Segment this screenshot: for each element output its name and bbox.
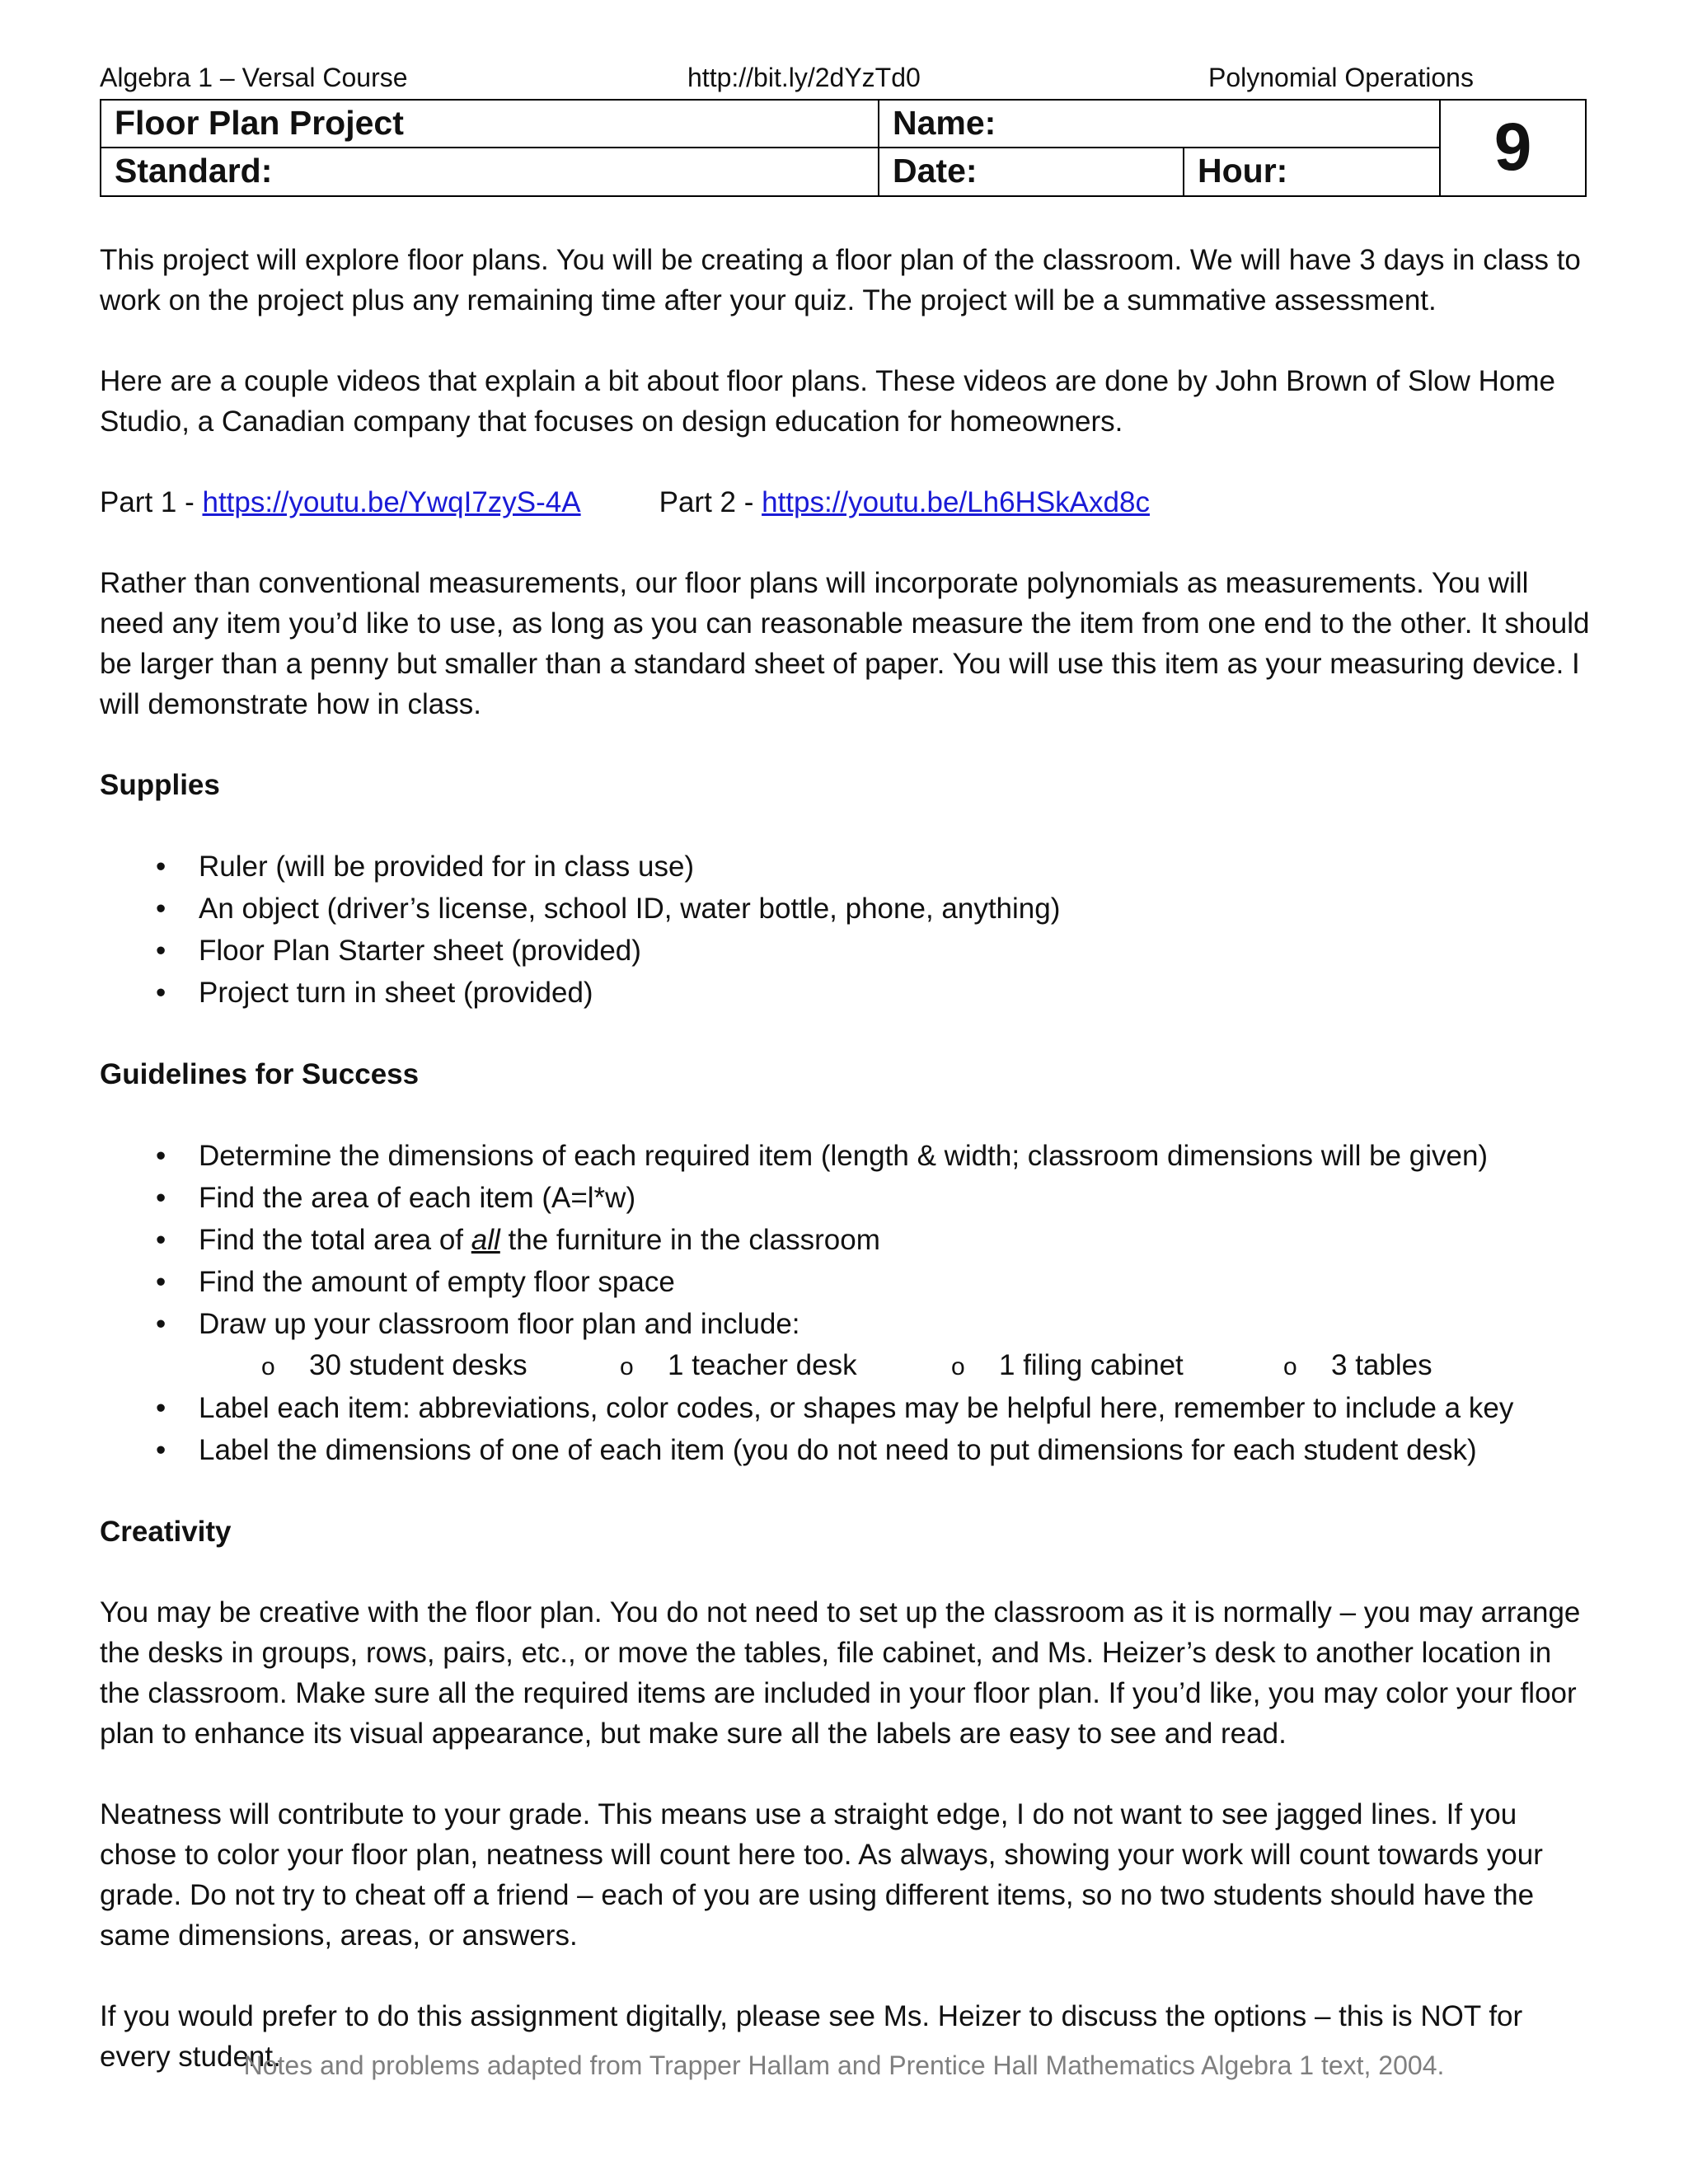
list-item: • Label the dimensions of one of each item (you do not need to put dimensions for each student desk) <box>100 1429 1592 1471</box>
name-label: Name: <box>893 104 996 142</box>
footer-note: Notes and problems adapted from Trapper Hallam and Prentice Hall Mathematics Algebra 1 text, 2004. <box>243 2050 1445 2080</box>
list-item-text: Find the total area of <box>199 1224 471 1256</box>
course-url: http://bit.ly/2dYzTd0 <box>687 63 921 92</box>
running-header <box>100 61 1585 94</box>
supplies-list <box>100 846 1592 1014</box>
date-label: Date: <box>893 152 978 190</box>
list-item: • Ruler (will be provided for in class use) <box>100 846 1592 888</box>
unit-name: Polynomial Operations <box>1208 63 1474 92</box>
circle-bullet-icon: o <box>261 1353 275 1380</box>
standard-label: Standard: <box>115 152 273 190</box>
creativity-paragraph: You may be creative with the floor plan. You do not need to set up the classroom as it is normally – you may arrange the desks in groups, rows, pairs, etc., or move the tables, file cabinet, and Ms. Heizer’s desk to another location in the classroom. Make sure all the required items are included in your floor plan. If you’d like, you may color your floor plan to enhance its visual appearance, but make sure all the labels are easy to see and read. <box>100 1596 1581 1750</box>
lesson-number-cell <box>1439 101 1585 195</box>
measurement-paragraph: Rather than conventional measurements, our floor plans will incorporate polynomials as measurements. You will need any item you’d like to use, as long as you can reasonable measure the item from one end to the other. It should be larger than a penny but smaller than a standard sheet of paper. You will use this item as your measuring device. I will demonstrate how in class. <box>100 567 1590 720</box>
sub-list-item: o 3 tables <box>1283 1345 1432 1387</box>
intro-paragraph: This project will explore floor plans. You will be creating a floor plan of the classroom. We will have 3 days in class to work on the project plus any remaining time after your quiz. The project will be a summative assessment. <box>100 244 1581 316</box>
circle-bullet-icon: o <box>1283 1353 1297 1380</box>
video-links <box>100 482 1592 523</box>
list-item: • Project turn in sheet (provided) <box>100 972 1592 1014</box>
list-item: • Determine the dimensions of each required item (length & width; classroom dimensions will be given) <box>100 1135 1592 1177</box>
course-name: Algebra 1 – Versal Course <box>100 63 408 92</box>
hour-field[interactable] <box>1184 148 1439 195</box>
body-text <box>100 240 1592 2117</box>
hour-label: Hour: <box>1198 152 1288 190</box>
creativity-heading: Creativity <box>100 1516 232 1548</box>
sub-list-item: o 1 filing cabinet <box>951 1345 1184 1387</box>
neatness-paragraph: Neatness will contribute to your grade. This means use a straight edge, I do not want to see jagged lines. If you chose to color your floor plan, neatness will count here too. As always, showing your work will count towards your grade. Do not try to cheat off a friend – each of you are using different items, so no two students should have the same dimensions, areas, or answers. <box>100 1798 1543 1952</box>
list-item: • An object (driver’s license, school ID, water bottle, phone, anything) <box>100 888 1592 930</box>
part1-link[interactable]: https://youtu.be/YwqI7zyS-4A <box>202 486 581 518</box>
list-item <box>100 1219 1592 1261</box>
list-item-text: the furniture in the classroom <box>499 1224 880 1256</box>
videos-paragraph: Here are a couple videos that explain a bit about floor plans. These videos are done by John Brown of Slow Home Studio, a Canadian company that focuses on design education for homeowners. <box>100 365 1555 438</box>
part1-label: Part 1 - <box>100 486 203 518</box>
part2-link[interactable]: https://youtu.be/Lh6HSkAxd8c <box>762 486 1150 518</box>
lesson-number: 9 <box>1493 110 1532 185</box>
guidelines-heading: Guidelines for Success <box>100 1058 420 1090</box>
digital-option-paragraph: If you would prefer to do this assignment digitally, please see Ms. Heizer to discuss the options – this is NOT for every student. <box>100 2000 1523 2073</box>
standard-cell[interactable] <box>101 148 879 195</box>
project-title: Floor Plan Project <box>115 104 404 142</box>
name-field[interactable] <box>879 101 1439 148</box>
list-item: • Find the area of each item (A=l*w) <box>100 1177 1592 1219</box>
circle-bullet-icon: o <box>951 1353 965 1380</box>
supplies-heading: Supplies <box>100 769 220 801</box>
emphasis-all: all <box>471 1224 500 1256</box>
list-item: • Draw up your classroom floor plan and include: <box>100 1303 1592 1345</box>
list-item: • Floor Plan Starter sheet (provided) <box>100 930 1592 972</box>
date-field[interactable] <box>879 148 1184 195</box>
list-item: • Find the amount of empty floor space <box>100 1261 1592 1303</box>
info-table <box>100 99 1587 197</box>
circle-bullet-icon: o <box>620 1353 634 1380</box>
sub-list-item: o 1 teacher desk <box>620 1345 857 1387</box>
sub-list-item: o 30 student desks <box>261 1345 528 1387</box>
list-item: • Label each item: abbreviations, color codes, or shapes may be helpful here, remember to include a key <box>100 1387 1592 1429</box>
title-cell <box>101 101 879 148</box>
part2-label: Part 2 - <box>659 486 762 518</box>
floor-plan-items <box>100 1345 1592 1387</box>
guidelines-list <box>100 1135 1592 1471</box>
